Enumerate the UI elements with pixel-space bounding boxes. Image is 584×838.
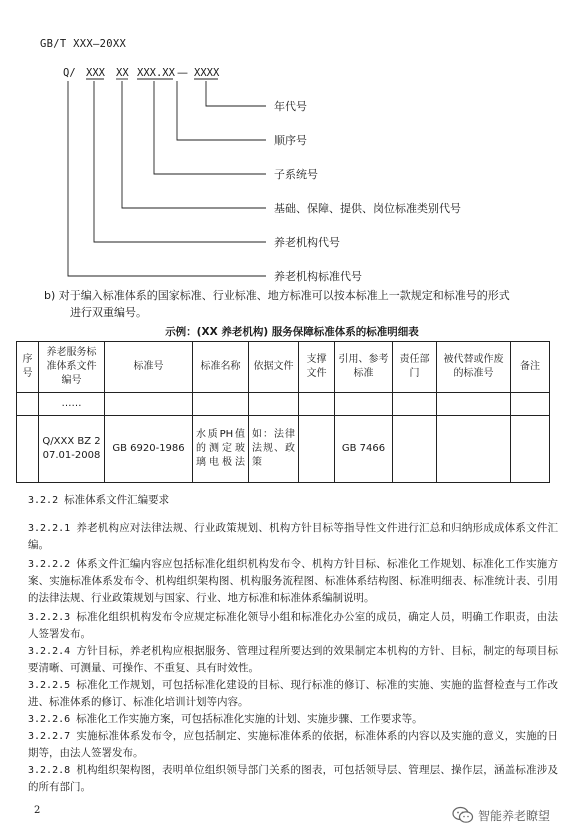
clause-number: 3.2.2.1 (28, 523, 71, 534)
clause-text: 标准化工作规划，可包括标准化建设的目标、现行标准的修订、标准的实施、实施的监督检查与工作改进、标准体系的修订、标准化培训计划等内容。 (28, 679, 558, 708)
section-number: 3.2.2 (28, 495, 59, 506)
code-part-org: XXX (86, 67, 105, 79)
header-std-no: 标准号 (105, 342, 193, 393)
label-standard-code: 养老机构标准代号 (274, 270, 362, 283)
header-dept: 责任部门 (393, 342, 437, 393)
table-row (17, 416, 550, 483)
paragraph-b (44, 287, 544, 321)
section-3-2-2 (28, 492, 558, 509)
clause-3-2-2-5 (28, 677, 558, 711)
clause-number: 3.2.2.4 (28, 646, 71, 657)
clause-3-2-2-2 (28, 556, 558, 607)
document-code: GB/T XXX—20XX (40, 38, 127, 50)
clause-3-2-2-8 (28, 762, 558, 796)
clause-text: 机构组织架构图，表明单位组织领导部门关系的图表，可包括领导层、管理层、操作层，涵盖标准涉及的所有部门。 (28, 764, 558, 793)
cell-support (299, 416, 335, 483)
clause-3-2-2-6 (28, 711, 558, 728)
table-row (17, 393, 550, 416)
header-seq: 序号 (17, 342, 39, 393)
table-header-row (17, 342, 550, 393)
label-category: 基础、保障、提供、岗位标准类别代号 (274, 202, 461, 215)
cell-seq (17, 416, 39, 483)
cell-ref: GB 7466 (335, 416, 393, 483)
header-note: 备注 (511, 342, 550, 393)
label-org-code: 养老机构代号 (274, 236, 340, 249)
cell-note (511, 416, 550, 483)
label-sequence: 顺序号 (274, 134, 307, 147)
clause-text: 方针目标，养老机构应根据服务、管理过程所要达到的效果制定本机构的方针、目标，制定的每项目标要清晰、可测量、可操作、不重复、具有时效性。 (28, 645, 558, 674)
section-text: 标准体系文件汇编要求 (64, 494, 170, 506)
code-part-prefix: Q/ (63, 67, 76, 79)
cell-std-no: GB 6920-1986 (105, 416, 193, 483)
wechat-watermark (452, 806, 550, 824)
table-caption: 示例：(XX 养老机构) 服务保障标准体系的标准明细表 (165, 326, 419, 338)
label-year: 年代号 (274, 100, 307, 113)
header-basis: 依据文件 (249, 342, 299, 393)
watermark-text: 智能养老瞭望 (478, 808, 551, 823)
paragraph-b-line2: 进行双重编号。 (70, 306, 147, 319)
clause-text: 体系文件汇编内容应包括标准化组织机构发布令、机构方针目标、标准化工作规划、标准化工作实施方案、实施标准体系发布令、机构组织架构图、机构服务流程图、标准体系结构图、标准明细表、标准统计表、引用的法律法规、行业政策规划与国家、行业、地方标准和标准体系编制说明。 (28, 558, 558, 604)
clause-3-2-2-7 (28, 728, 558, 762)
clause-3-2-2-3 (28, 609, 558, 643)
wechat-icon (452, 806, 474, 824)
cell-replaced (437, 416, 511, 483)
code-part-year: XXXX (194, 67, 220, 79)
clause-text: 养老机构应对法律法规、行业政策规划、机构方针目标等指导性文件进行汇总和归纳形成成体系文件汇编。 (28, 522, 558, 551)
clause-3-2-2-4 (28, 643, 558, 677)
clause-number: 3.2.2.7 (28, 731, 71, 742)
clause-text: 标准化工作实施方案，可包括标准化实施的计划、实施步骤、工作要求等。 (76, 713, 423, 725)
header-replaced: 被代替或作废的标准号 (437, 342, 511, 393)
code-part-dash: — (177, 66, 188, 79)
label-subsystem: 子系统号 (274, 168, 318, 181)
cell-dept (393, 416, 437, 483)
header-support: 支撑文件 (299, 342, 335, 393)
paragraph-b-line1: b) 对于编入标准体系的国家标准、行业标准、地方标准可以按本标准上一款规定和标准号的形式 (44, 289, 510, 302)
header-ref: 引用、参考标准 (335, 342, 393, 393)
header-std-name: 标准名称 (193, 342, 249, 393)
clause-text: 实施标准体系发布令，应包括制定、实施标准体系的依据，标准体系的内容以及实施的意义，实施的日期等，由法人签署发布。 (28, 730, 558, 759)
clause-3-2-2-1 (28, 520, 558, 554)
clause-number: 3.2.2.2 (28, 559, 71, 570)
cell-file-no: Q/XXX BZ 207.01-2008 (39, 416, 105, 483)
clause-text: 标准化组织机构发布令应规定标准化领导小组和标准化办公室的成员，确定人员，明确工作职责，由法人签署发布。 (28, 611, 558, 640)
ellipsis-cell: …… (39, 393, 105, 416)
header-file-no: 养老服务标准体系文件编号 (39, 342, 105, 393)
clause-number: 3.2.2.6 (28, 714, 71, 725)
code-part-subsystem: XXX.XX (137, 67, 175, 79)
standards-table (16, 341, 550, 483)
code-part-category: XX (116, 67, 129, 79)
cell-basis: 如：法律法规、政策 (249, 416, 299, 483)
clause-number: 3.2.2.5 (28, 680, 71, 691)
cell-std-name: 水质PH值的测定玻璃电极法 (193, 416, 249, 483)
clause-number: 3.2.2.3 (28, 612, 71, 623)
page-number: 2 (34, 805, 41, 816)
clause-number: 3.2.2.8 (28, 765, 71, 776)
